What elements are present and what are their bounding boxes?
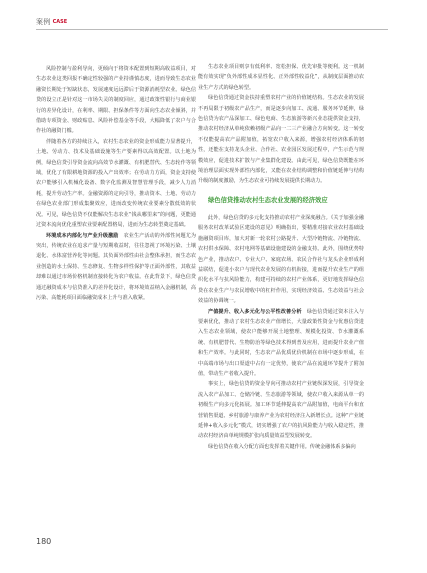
left-paragraph-3: 环境成本内部化与产业升级激励 农业生产活动的外部性问题尤为突出，传统农业在追求产量与短期收益时，往往忽视了环境污染、土壤退化、水体富营养化等问题。其负面外部性由社会整体承担，而生态农业创造的水土保持、生态修复、生物多样性保护等正面外部性，其收益却难以通过市场价格机制直接转化为农户收益。在此背景下，绿色信贷通过融资成本与信贷准入的差异化设计，将环境效益纳入金融机制，高污染、高能耗项目面临融资成本上升与准入收紧。	[36, 232, 196, 301]
left-column	[36, 64, 196, 303]
right-paragraph-1: 生态农业项目则享有低利率、宽松担保、优先审批等便利。这一机制能有效实现“负外部性成本显性化、正外部性收益化”，从制度层面推动农业生产方式的绿色转型。	[198, 64, 364, 91]
left-paragraph-2: 伴随着各方的持续注入，农村生态农业的资金形成能力显著提升，土地、劳动力、技术及基础设施等生产要素得以高效配置。以土地为例，绿色信贷引导资金流向高效节水灌溉、有机肥替代、生态轮作等领域，优化了有限耕地资源的投入产出效率；在劳动力方面，资金支持使农户能够引入机械化设备、数字化监测及智慧管理手段，减少人力消耗，提升劳动生产率。金融资源的定向引导，推动资本、土地、劳动力在绿色农业部门形成集聚效应，进而改变传统农业要素分散低效的状况。可见，绿色信贷不仅能解决生态农业“钱从哪里来”的问题，更能通过资本流向优化重塑农业要素配置格局，进而为生态转型奠定基础。	[36, 138, 196, 229]
sub-heading: 环境成本内部化与产业升级激励	[46, 232, 119, 239]
header-title: 案例	[36, 18, 51, 26]
right-paragraph-2: 绿色信贷通过资金扶持重塑农村产业的价值链结构。生态农业的发展不再局限于初级农产品生产，而是逐步向加工、流通、服务环节延伸，绿色信贷为农产品深加工、绿色电商、生态旅游等新兴业态提供资金支持，推动农村经济从单纯依赖初级产品向一二三产业融合方向转变。这一转变不仅能提高农产品附加值，拓宽农户收入来源，增强农村经济体系的韧性，还能在支持龙头企业、合作社、农业园区发展过程中，产生示范与规模效应，促进技术扩散与产业集群化建设。由此可见，绿色信贷既能在环境治理层面实现外部性内部化，又能在农业结构调整和价值链延伸与结构升级的制度激励，为生态农业可持续发展提供长期动力。	[198, 95, 364, 185]
page-header	[36, 15, 386, 29]
section-title: 绿色信贷推动农村生态农业发展的经济效应	[208, 196, 328, 204]
right-paragraph-4: 产值提升、收入多元化与公平性改善分析 绿色信贷通过资本注入与要素优化，推动了农村生态农业产值增长，大量政策性资金与优惠信贷进入生态农业领域，使农户能够开展土地整理、规模化投资、节水灌溉系统、有机肥替代、生物防治等绿色技术得到普及应用，进而提升农业产值和生产效率。与此同时，生态农产品优质优价机制在市场中逐步形成，在中高端市场与出口渠道中占有一定优势，使农产品在流通环节提升了附加值，带动生产者收入提升。	[198, 308, 364, 377]
right-paragraph-6: 绿色信贷在收入分配方面也发挥着关键作用。传统金融体系多偏向	[208, 443, 356, 450]
page-number: 180	[36, 537, 52, 546]
right-paragraph-3: 此外，绿色信贷的多元化支持推动农村产业深度融合。《关于加强金融服务农村改革试验区建设的意见》明确指出，要精准对接农业农村基础设施融资项目库，加大对新一轮农村公路提升、大型冷链物流、冷链物流、农村供水保障、农村电网等基础设施建设的金融支持。此外，围绕优势特色产业，推动农户、专业大户、家庭农场、农民合作社与龙头企业形成利益联结，促进小农户与现代农业发展的有机衔接，进而提升农业生产的组织化水平与抗风险能力，构建可持续的农村产业体系，更好地发挥绿色信贷在农业生产与农民增收中的杠杆作用，实现经济效益、生态效益与社会效益的协调统一。	[198, 214, 364, 305]
header-subtitle: CASE	[52, 19, 68, 25]
right-column	[198, 62, 364, 452]
left-paragraph-1: 风险控制与盈利导向，更倾向于将资本配置到短期高收益项目，对生态农业这类回报不确定性较强的产业持谨慎态度，进而导致生态农业融资长期处于短缺状态，发展速度远远滞后于资源消耗型农业。绿色信贷的设立正是针对这一市场失灵的制度回应，通过政策性银行与商业银行的差异化设计，在利率、期限、担保条件等方面向生态农业倾斜，并借助专项资金、财政贴息、风险补偿基金等手段，大幅降低了农户与合作社的融资门槛。	[36, 66, 196, 135]
sub-heading: 产值提升、收入多元化与公平性改善分析	[208, 308, 302, 315]
header-divider	[36, 29, 388, 30]
right-paragraph-5: 事实上，绿色信贷的资金导向可推动农村产业链纵深发展，引导资金流入农产品加工、仓储冷链、生态旅游等领域，使农户收入来源从单一的初级生产向多元化拓展。加工环节延伸提高农产品附加值，电商平台和直营销售渠道、乡村旅游与康养产业为农村经济注入新增长点。这种“产业链延伸+收入多元化”模式，切实增强了农户的抗风险能力与收入稳定性，推动农村经济由单纯规模扩张向质量效益型发展转变。	[198, 381, 364, 440]
